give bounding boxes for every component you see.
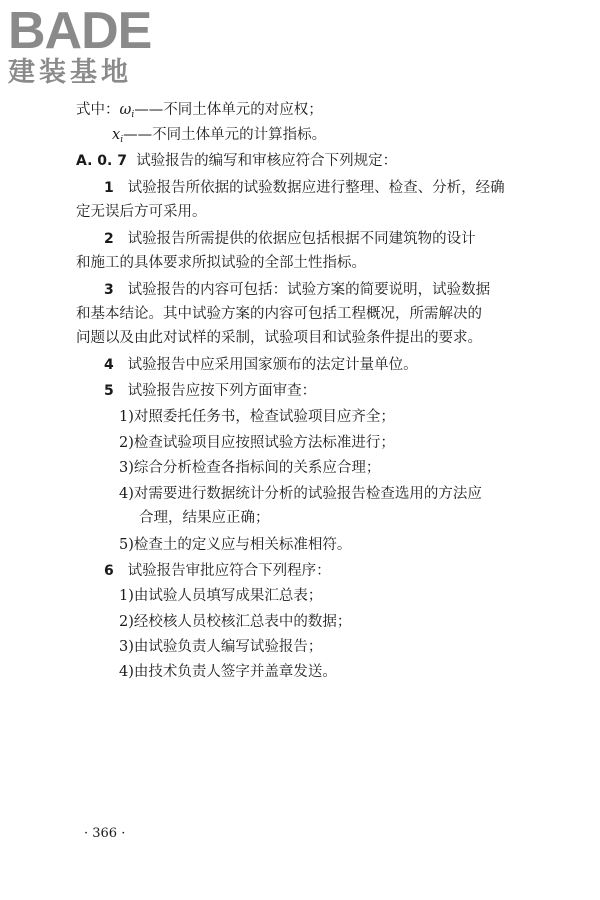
subitem-number: 2): [119, 435, 134, 451]
subitem-text: 对需要进行数据统计分析的试验报告检查选用的方法应: [133, 486, 482, 502]
formula-note-index: [0, 125, 600, 150]
item-number: 3: [104, 282, 114, 298]
subitem-text: 由试验人员填写成果汇总表；: [133, 588, 323, 604]
subitem-text: 由试验负责人编写试验报告；: [133, 639, 323, 655]
formula-note-weight: [0, 100, 600, 125]
item-text: 试验报告中应采用国家颁布的法定计量单位。: [127, 357, 418, 373]
item-number: 5: [104, 383, 114, 399]
approval-subitem-2: [0, 612, 600, 632]
review-subitem-4-continued: 合理，结果应正确；: [139, 510, 270, 526]
item-text: 试验报告应按下列方面审查：: [127, 383, 317, 399]
item-2: [0, 229, 600, 249]
item-4: [0, 355, 600, 375]
clause-heading: [0, 151, 600, 171]
approval-subitem-1: [0, 586, 600, 606]
subitem-number: 5): [119, 537, 134, 553]
subitem-number: 1): [119, 409, 134, 425]
clause-text: 试验报告的编写和审核应符合下列规定：: [136, 153, 398, 169]
item-1-continued: 定无误后方可采用。: [76, 204, 207, 220]
item-number: 4: [104, 357, 114, 373]
item-1: [0, 178, 600, 198]
subitem-number: 1): [119, 588, 134, 604]
formula-note-text: ——不同土体单元的计算指标。: [123, 127, 327, 143]
subitem-number: 2): [119, 614, 134, 630]
subitem-number: 3): [119, 460, 134, 476]
omega-symbol: ω: [119, 102, 132, 118]
item-text: 试验报告所依据的试验数据应进行整理、检查、分析，经确: [127, 180, 505, 196]
review-subitem-5: [0, 535, 600, 555]
subitem-text: 综合分析检查各指标间的关系应合理；: [133, 460, 381, 476]
bade-logo: [8, 2, 152, 88]
item-number: 6: [104, 563, 114, 579]
clause-number: A. 0. 7: [76, 153, 127, 169]
subitem-text: 经校核人员校核汇总表中的数据；: [133, 614, 352, 630]
subitem-text: 由技术负责人签字并盖章发送。: [133, 664, 337, 680]
x-subscript: i: [120, 135, 124, 145]
item-3-continued: 问题以及由此对试样的采制，试验项目和试验条件提出的要求。: [76, 330, 482, 346]
subitem-text: 检查土的定义应与相关标准相符。: [133, 537, 352, 553]
approval-subitem-4: [0, 662, 600, 682]
approval-subitem-3: [0, 637, 600, 657]
x-symbol: x: [112, 127, 121, 143]
item-number: 1: [104, 180, 114, 196]
item-3: [0, 280, 600, 300]
subitem-number: 3): [119, 639, 134, 655]
subitem-text: 检查试验项目应按照试验方法标准进行；: [133, 435, 395, 451]
omega-subscript: i: [131, 110, 135, 120]
item-5: [0, 381, 600, 401]
subitem-number: 4): [119, 664, 134, 680]
logo-subtitle: 建装基地: [8, 57, 132, 88]
logo-wordmark: BADE: [8, 2, 152, 60]
item-2-continued: 和施工的具体要求所拟试验的全部土性指标。: [76, 255, 366, 271]
item-6: [0, 561, 600, 581]
item-text: 试验报告的内容可包括：试验方案的简要说明，试验数据: [127, 282, 491, 298]
review-subitem-2: [0, 433, 600, 453]
subitem-text: 对照委托任务书，检查试验项目应齐全；: [133, 409, 395, 425]
review-subitem-1: [0, 407, 600, 427]
item-text: 试验报告审批应符合下列程序：: [127, 563, 331, 579]
subitem-number: 4): [119, 486, 134, 502]
page-number: · 366 ·: [84, 826, 126, 841]
item-3-continued: 和基本结论。其中试验方案的内容可包括工程概况，所需解决的: [76, 306, 482, 322]
item-number: 2: [104, 231, 114, 247]
item-text: 试验报告所需提供的依据应包括根据不同建筑物的设计: [127, 231, 476, 247]
review-subitem-3: [0, 458, 600, 478]
formula-note-prefix: 式中：: [76, 102, 120, 118]
review-subitem-4: [0, 484, 600, 504]
formula-note-text: ——不同土体单元的对应权；: [134, 102, 323, 118]
